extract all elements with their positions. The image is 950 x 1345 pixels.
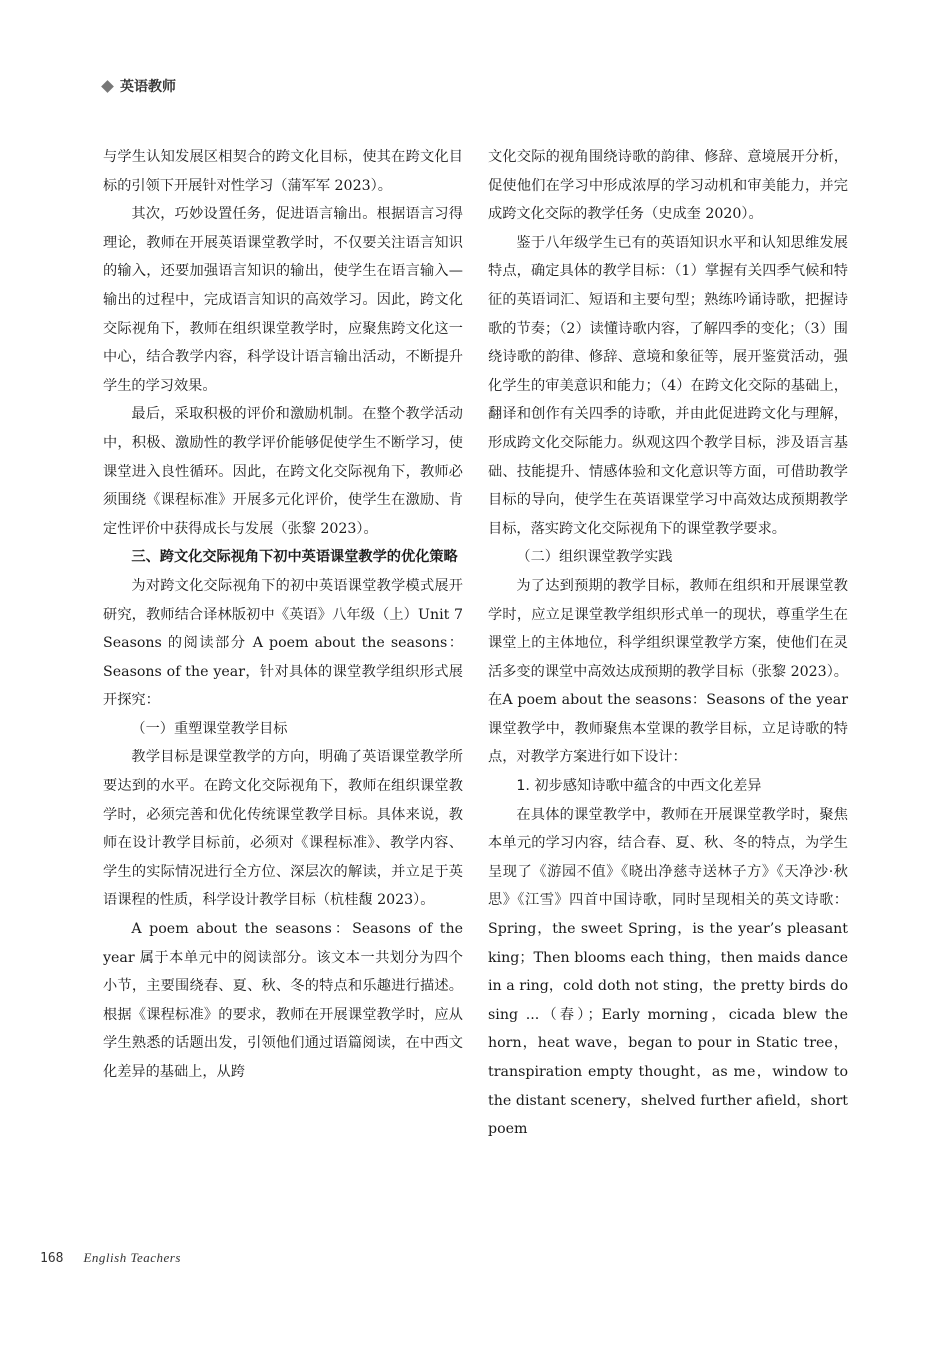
- left-column: [103, 143, 463, 1087]
- page-number: 168: [40, 1251, 64, 1266]
- page-footer: [40, 1250, 181, 1266]
- right-column: [488, 143, 848, 1144]
- section-heading: 三、跨文化交际视角下初中英语课堂教学的优化策略: [131, 549, 458, 566]
- journal-name: English Teachers: [83, 1250, 181, 1265]
- diamond-icon: [101, 80, 114, 93]
- paragraph: 在具体的课堂教学中，教师在开展课堂教学时，聚焦本单元的学习内容，结合春、夏、秋、冬的特点，为学生呈现了《游园不值》《晓出净慈寺送林子方》《天净沙·秋思》《江雪》四首中国诗歌，同时呈现相关的英文诗歌：Spring，the sweet Spring，is the year’s pleasant king；Then blooms each thing，then maids dance in a ring，cold doth not sting，the pretty birds do sing ...（春）；Early morning，cicada blew the horn，heat wave，began to pour in Static tree，transpiration empty thought，as me，window to the distant scenery，shelved further afield，short poem: [488, 806, 848, 1138]
- subsection-heading: （二）组织课堂教学实践: [516, 549, 673, 566]
- journal-title: 英语教师: [120, 79, 176, 95]
- subsection-heading: （一）重塑课堂教学目标: [131, 720, 288, 737]
- paragraph: 鉴于八年级学生已有的英语知识水平和认知思维发展特点，确定具体的教学目标：（1）掌握有关四季气候和特征的英语词汇、短语和主要句型；熟练吟诵诗歌，把握诗歌的节奏；（2）读懂诗歌内容，了解四季的变化；（3）围绕诗歌的韵律、修辞、意境和象征等，展开鉴赏活动，强化学生的审美意识和能力；（4）在跨文化交际的基础上，翻译和创作有关四季的诗歌，并由此促进跨文化与理解，形成跨文化交际能力。纵观这四个教学目标，涉及语言基础、技能提升、情感体验和文化意识等方面，可借助教学目标的导向，使学生在英语课堂学习中高效达成预期教学目标，落实跨文化交际视角下的课堂教学要求。: [488, 234, 848, 537]
- paragraph: 其次，巧妙设置任务，促进语言输出。根据语言习得理论，教师在开展英语课堂教学时，不仅要关注语言知识的输入，还要加强语言知识的输出，使学生在语言输入—输出的过程中，完成语言知识的高效学习。因此，跨文化交际视角下，教师在组织课堂教学时，应聚焦跨文化这一中心，结合教学内容，科学设计语言输出活动，不断提升学生的学习效果。: [103, 206, 463, 394]
- paragraph: 为了达到预期的教学目标，教师在组织和开展课堂教学时，应立足课堂教学组织形式单一的现状，尊重学生在课堂上的主体地位，科学组织课堂教学方案，使他们在灵活多变的课堂中高效达成预期的教学目标（张黎 2023）。在A poem about the seasons：Seasons of the year 课堂教学中，教师聚焦本堂课的教学目标，立足诗歌的特点，对教学方案进行如下设计：: [488, 577, 848, 766]
- paragraph: 最后，采取积极的评价和激励机制。在整个教学活动中，积极、激励性的教学评价能够促使学生不断学习，使课堂进入良性循环。因此，在跨文化交际视角下，教师必须围绕《课程标准》开展多元化评价，使学生在激励、肯定性评价中获得成长与发展（张黎 2023）。: [103, 406, 463, 537]
- numbered-heading: 1. 初步感知诗歌中蕴含的中西文化差异: [516, 778, 762, 795]
- paragraph: A poem about the seasons：Seasons of the year 属于本单元中的阅读部分。该文本一共划分为四个小节，主要围绕春、夏、秋、冬的特点和乐趣进行描述。根据《课程标准》的要求，教师在开展课堂教学时，应从学生熟悉的话题出发，引领他们通过语篇阅读，在中西文化差异的基础上，从跨: [103, 921, 463, 1080]
- journal-header: [103, 76, 176, 96]
- paragraph: 为对跨文化交际视角下的初中英语课堂教学模式展开研究，教师结合译林版初中《英语》八年级（上）Unit 7 Seasons 的阅读部分 A poem about the seasons：Seasons of the year，针对具体的课堂教学组织形式展开探究：: [103, 577, 463, 709]
- paragraph: 教学目标是课堂教学的方向，明确了英语课堂教学所要达到的水平。在跨文化交际视角下，教师在组织课堂教学时，必须完善和优化传统课堂教学目标。具体来说，教师在设计教学目标前，必须对《课程标准》、教学内容、学生的实际情况进行全方位、深层次的解读，并立足于英语课程的性质，科学设计教学目标（杭桂馥 2023）。: [103, 749, 463, 909]
- paragraph: 文化交际的视角围绕诗歌的韵律、修辞、意境展开分析，促使他们在学习中形成浓厚的学习动机和审美能力，并完成跨文化交际的教学任务（史成奎 2020）。: [488, 149, 848, 223]
- paragraph: 与学生认知发展区相契合的跨文化目标，使其在跨文化目标的引领下开展针对性学习（蒲军军 2023）。: [103, 149, 463, 194]
